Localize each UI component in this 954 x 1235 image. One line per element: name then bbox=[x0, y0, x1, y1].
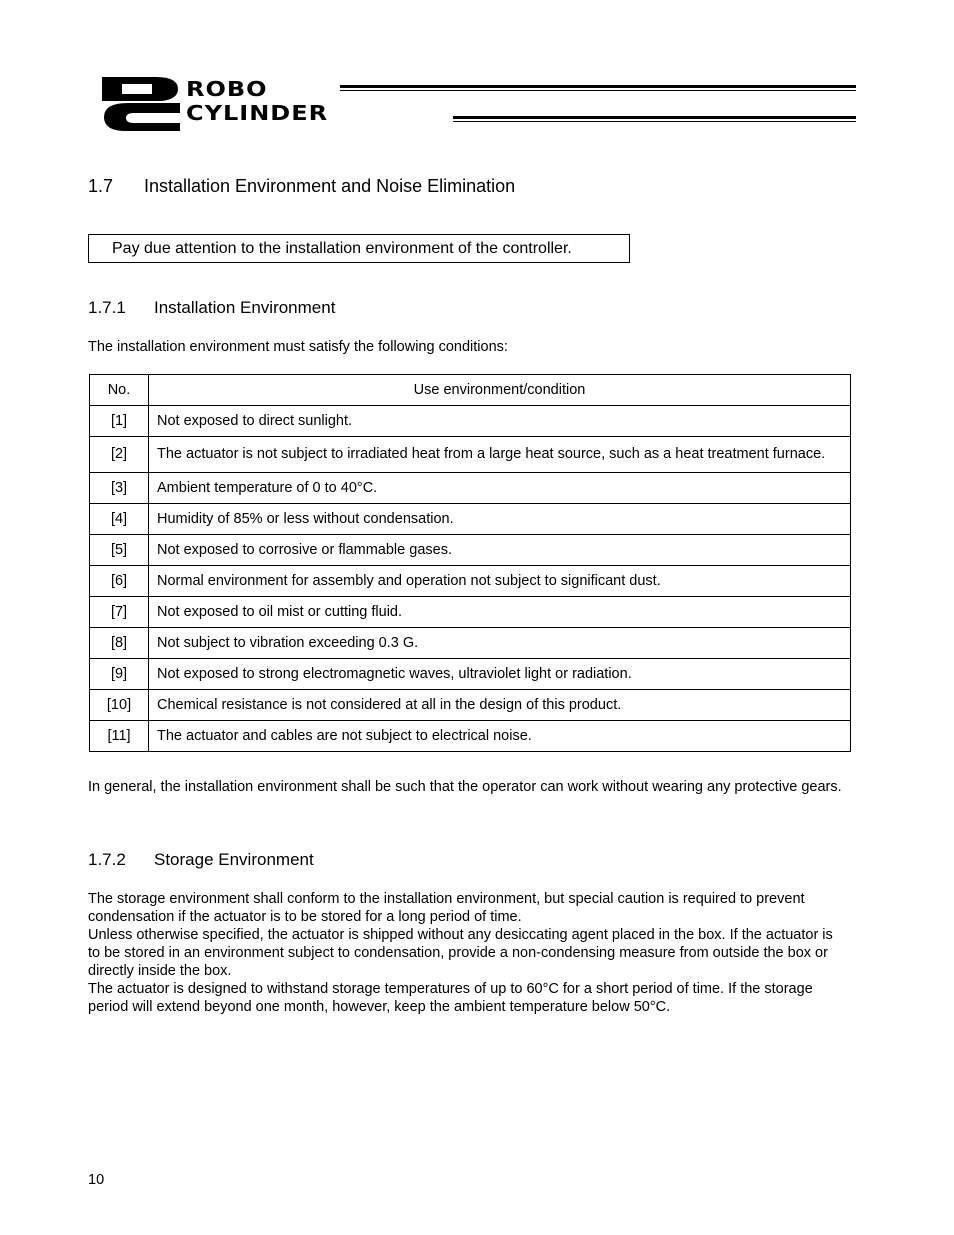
logo-text-cylinder: CYLINDER bbox=[186, 101, 329, 126]
attention-note-text: Pay due attention to the installation environment of the controller. bbox=[112, 240, 572, 257]
table-row bbox=[90, 690, 851, 721]
column-header-no: No. bbox=[90, 375, 149, 406]
table-row bbox=[90, 406, 851, 437]
table-row bbox=[90, 437, 851, 473]
row-number: [6] bbox=[90, 566, 149, 597]
row-number: [2] bbox=[90, 437, 149, 473]
subsection-heading-installation bbox=[88, 298, 335, 318]
rc-logo-mark bbox=[100, 75, 182, 131]
table-row bbox=[90, 504, 851, 535]
row-condition: Not exposed to oil mist or cutting fluid. bbox=[149, 597, 851, 628]
robo-cylinder-logo bbox=[100, 75, 860, 135]
row-condition: Normal environment for assembly and operation not subject to significant dust. bbox=[149, 566, 851, 597]
row-condition: Ambient temperature of 0 to 40°C. bbox=[149, 473, 851, 504]
row-condition: The actuator and cables are not subject to electrical noise. bbox=[149, 721, 851, 752]
table-row bbox=[90, 597, 851, 628]
row-condition: Not subject to vibration exceeding 0.3 G. bbox=[149, 628, 851, 659]
subsection-title: Installation Environment bbox=[154, 298, 336, 317]
row-number: [11] bbox=[90, 721, 149, 752]
subsection-title: Storage Environment bbox=[154, 850, 314, 869]
subsection-number: 1.7.2 bbox=[88, 850, 126, 869]
table-row bbox=[90, 721, 851, 752]
environment-conditions-table bbox=[89, 374, 851, 752]
row-condition: Not exposed to corrosive or flammable gases. bbox=[149, 535, 851, 566]
page-number: 10 bbox=[88, 1172, 105, 1188]
table-row bbox=[90, 628, 851, 659]
section-heading bbox=[88, 176, 515, 197]
row-condition: Not exposed to direct sunlight. bbox=[149, 406, 851, 437]
row-number: [9] bbox=[90, 659, 149, 690]
table-row bbox=[90, 473, 851, 504]
row-condition: Chemical resistance is not considered at all in the design of this product. bbox=[149, 690, 851, 721]
storage-paragraph-3: The actuator is designed to withstand storage temperatures of up to 60°C for a short period of time. If the storage period will extend beyond one month, however, keep the ambient temperature below 50°C. bbox=[88, 981, 813, 1015]
row-number: [1] bbox=[90, 406, 149, 437]
row-condition: The actuator is not subject to irradiated heat from a large heat source, such as a heat treatment furnace. bbox=[149, 437, 851, 473]
installation-general-note: In general, the installation environment shall be such that the operator can work without wearing any protective gears. bbox=[88, 779, 842, 795]
row-number: [3] bbox=[90, 473, 149, 504]
row-condition: Humidity of 85% or less without condensation. bbox=[149, 504, 851, 535]
column-header-condition: Use environment/condition bbox=[149, 375, 851, 406]
section-number: 1.7 bbox=[88, 176, 114, 196]
table-row bbox=[90, 659, 851, 690]
table-row bbox=[90, 535, 851, 566]
logo-text-robo: ROBO bbox=[186, 77, 268, 102]
attention-note-box bbox=[88, 234, 630, 263]
storage-paragraph-1: The storage environment shall conform to the installation environment, but special caution is required to prevent condensation if the actuator is to be stored for a long period of time. bbox=[88, 891, 805, 925]
installation-intro: The installation environment must satisfy the following conditions: bbox=[88, 339, 508, 355]
row-number: [8] bbox=[90, 628, 149, 659]
subsection-number: 1.7.1 bbox=[88, 298, 126, 317]
row-number: [7] bbox=[90, 597, 149, 628]
row-condition: Not exposed to strong electromagnetic waves, ultraviolet light or radiation. bbox=[149, 659, 851, 690]
row-number: [10] bbox=[90, 690, 149, 721]
section-title: Installation Environment and Noise Elimination bbox=[144, 176, 516, 196]
subsection-heading-storage bbox=[88, 850, 314, 870]
table-row bbox=[90, 566, 851, 597]
storage-paragraph-2: Unless otherwise specified, the actuator is shipped without any desiccating agent placed in the box. If the actuator is to be stored in an environment subject to condensation, provide a non-condensing measure from outside the box or directly inside the box. bbox=[88, 927, 833, 979]
header-rule-bottom bbox=[453, 116, 856, 122]
row-number: [4] bbox=[90, 504, 149, 535]
table-header-row bbox=[90, 375, 851, 406]
row-number: [5] bbox=[90, 535, 149, 566]
header-rule-top bbox=[340, 85, 856, 91]
